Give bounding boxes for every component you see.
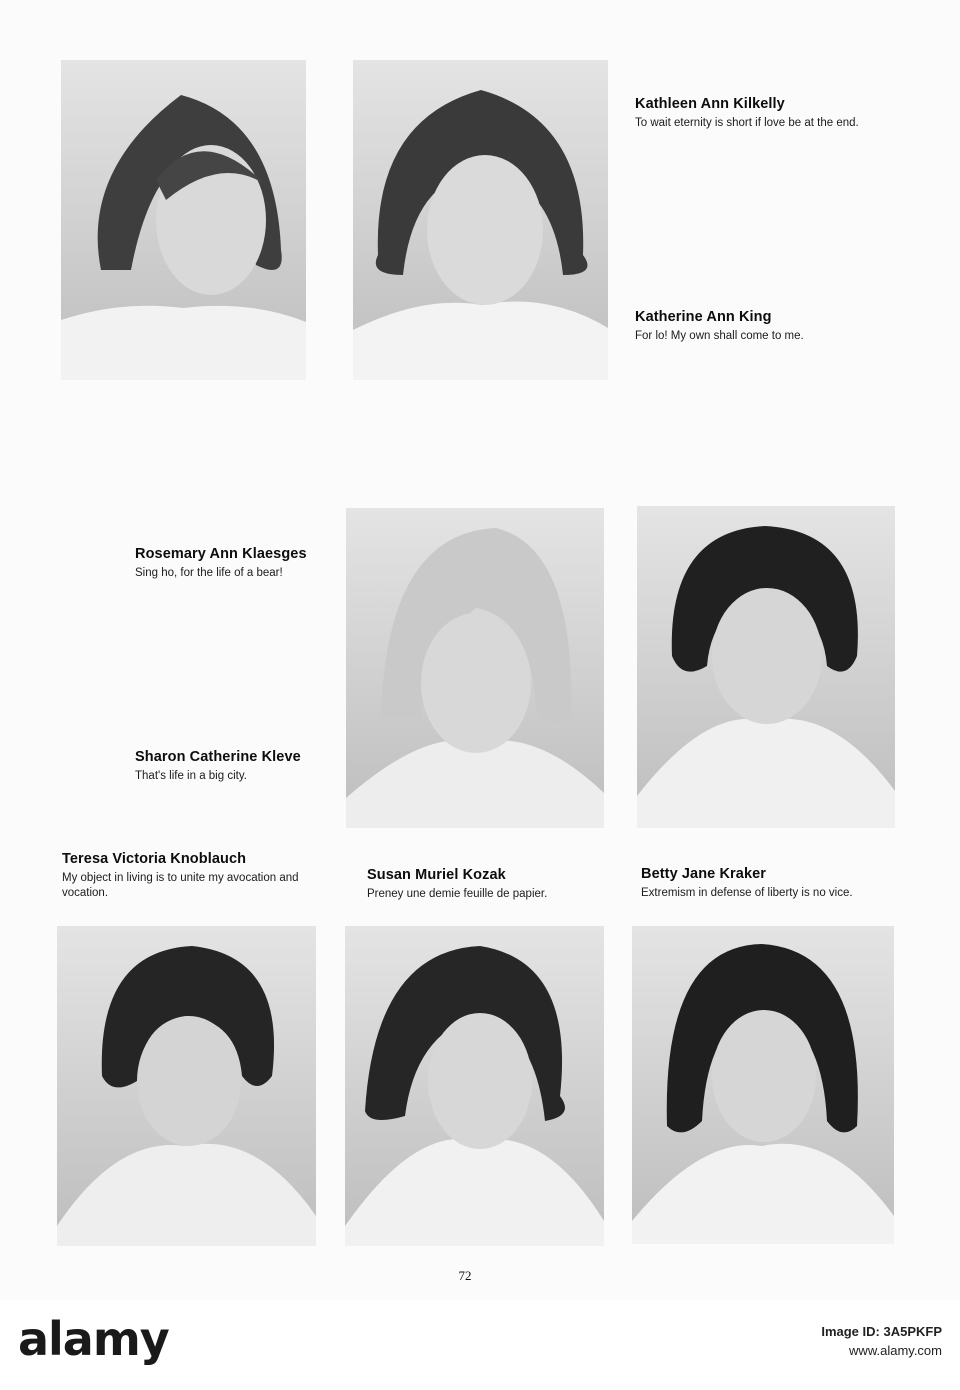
- portrait-photo: [637, 506, 895, 828]
- student-caption: [635, 95, 935, 131]
- student-quote: Sing ho, for the life of a bear!: [135, 567, 283, 579]
- student-name: Teresa Victoria Knoblauch: [62, 851, 247, 867]
- page-number: 72: [458, 1268, 472, 1283]
- student-caption: [135, 748, 335, 784]
- student-caption: [635, 308, 935, 344]
- portrait-photo: [346, 508, 604, 828]
- portrait-photo: [353, 60, 608, 380]
- image-id-block: [772, 1322, 942, 1360]
- portrait-photo: [345, 926, 604, 1246]
- student-quote: For lo! My own shall come to me.: [635, 330, 804, 342]
- student-name: Katherine Ann King: [635, 309, 772, 325]
- student-caption: [135, 545, 335, 581]
- student-caption: [367, 866, 597, 902]
- portrait-photo: [632, 926, 894, 1244]
- student-quote: My object in living is to unite my avocation and vocation.: [62, 872, 299, 899]
- portrait-photo: [61, 60, 306, 380]
- student-caption: [641, 865, 901, 901]
- student-name: Susan Muriel Kozak: [367, 867, 506, 883]
- image-id: Image ID: 3A5PKFP: [821, 1324, 942, 1339]
- student-name: Sharon Catherine Kleve: [135, 749, 301, 765]
- student-quote: That's life in a big city.: [135, 770, 247, 782]
- student-quote: Extremism in defense of liberty is no vice.: [641, 887, 853, 899]
- student-caption: [62, 850, 332, 901]
- student-name: Betty Jane Kraker: [641, 866, 767, 882]
- student-name: Rosemary Ann Klaesges: [135, 546, 307, 562]
- site-url: www.alamy.com: [849, 1343, 942, 1358]
- portrait-photo: [57, 926, 316, 1246]
- brand-logo: alamy: [18, 1312, 169, 1366]
- student-name: Kathleen Ann Kilkelly: [635, 96, 785, 112]
- student-quote: To wait eternity is short if love be at the end.: [635, 117, 859, 129]
- student-quote: Preney une demie feuille de papier.: [367, 888, 548, 900]
